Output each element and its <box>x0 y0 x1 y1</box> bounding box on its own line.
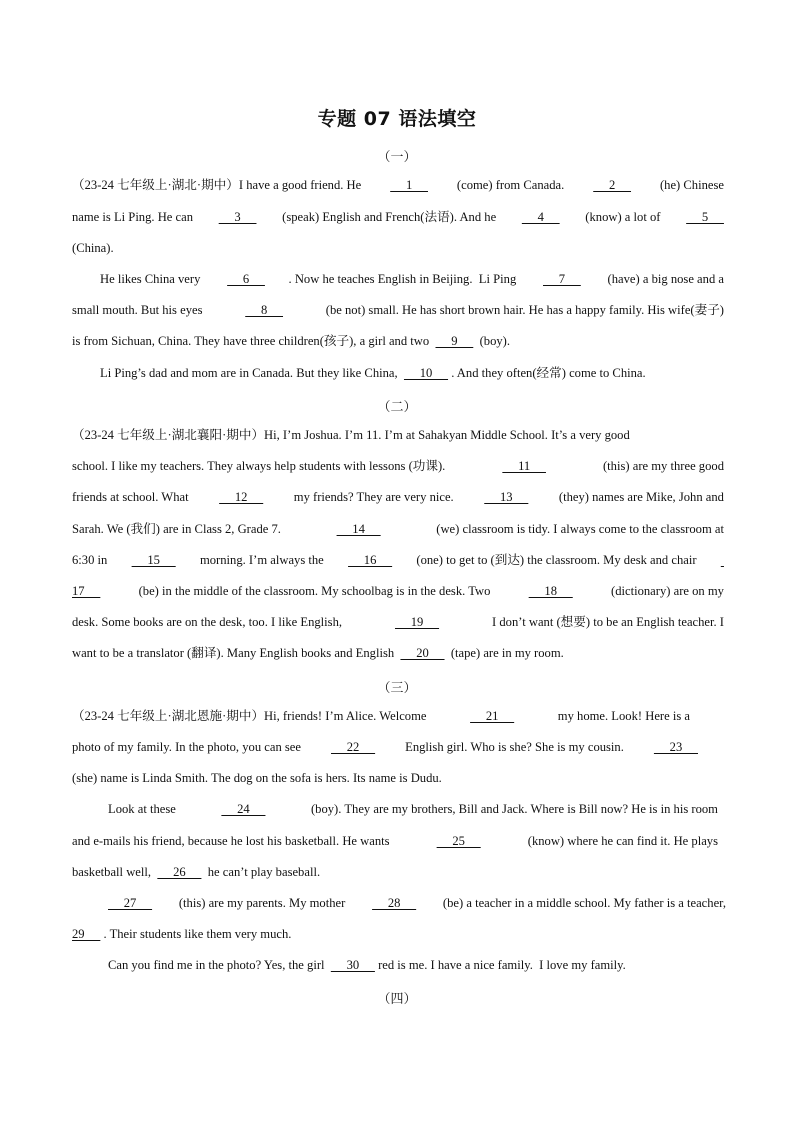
text-segment: he can’t play baseball. <box>204 865 321 879</box>
blank-6: 6 <box>227 272 265 286</box>
text-segment: (be) a teacher in a middle school. My father is a teacher, <box>439 896 726 910</box>
text-segment: red is me. I have a nice family. I love my family. <box>378 958 626 972</box>
blank-21: 21 <box>470 709 515 723</box>
blank-23: 23 <box>653 740 698 754</box>
text-segment: is from Sichuan, China. They have three children(孩子), a girl and two <box>72 334 433 348</box>
text-segment: Can you find me in the photo? Yes, the girl <box>108 958 328 972</box>
text-segment: （23-24 七年级上·湖北·期中）I have a good friend. He <box>72 178 365 192</box>
paragraph-line <box>72 302 724 318</box>
text-segment: (dictionary) are on my <box>607 584 724 598</box>
blank-28: 28 <box>372 896 417 910</box>
paragraph-line <box>72 583 724 599</box>
blank-10: 10 <box>403 366 449 380</box>
blank-5: 5 <box>686 210 724 224</box>
paragraph-line <box>72 801 718 817</box>
paragraph-line <box>72 427 724 443</box>
text-segment: Li Ping’s dad and mom are in Canada. But they like China, <box>100 366 401 380</box>
text-segment: (come) from Canada. <box>453 178 568 192</box>
blank-8: 8 <box>245 303 284 317</box>
text-segment: Look at these <box>108 802 179 816</box>
page-title: 专题 07 语法填空 <box>317 108 477 130</box>
text-segment: . Their students like them very much. <box>103 927 292 941</box>
blank-30: 30 <box>330 958 375 972</box>
paragraph-line <box>72 833 718 849</box>
blank-4: 4 <box>521 210 560 224</box>
text-segment: (know) where he can find it. He plays <box>524 834 718 848</box>
paragraph-line <box>72 739 698 755</box>
blank-27: 27 <box>108 896 153 910</box>
text-segment: my home. Look! Here is a <box>554 709 690 723</box>
text-segment: photo of my family. In the photo, you can see <box>72 740 305 754</box>
paragraph-line <box>72 365 724 381</box>
paragraph-line <box>72 645 724 661</box>
text-segment: (he) Chinese <box>656 178 724 192</box>
paragraph-line <box>72 552 724 568</box>
section-heading-4: （四） <box>377 991 417 1006</box>
text-segment: (know) a lot of <box>582 210 664 224</box>
paragraph-line <box>72 708 690 724</box>
paragraph-line <box>72 895 726 911</box>
blank-29: 29 <box>72 927 101 941</box>
text-segment: (China). <box>72 241 114 255</box>
blank-7: 7 <box>543 272 581 286</box>
paragraph-line <box>72 864 724 880</box>
paragraph-line <box>72 957 724 973</box>
blank-16: 16 <box>348 553 393 567</box>
blank-9: 9 <box>435 334 474 348</box>
blank-22: 22 <box>331 740 376 754</box>
blank-26: 26 <box>157 865 202 879</box>
blank-20: 20 <box>400 646 445 660</box>
blank-13: 13 <box>484 490 529 504</box>
text-segment: basketball well, <box>72 865 155 879</box>
text-segment: (boy). <box>476 334 511 348</box>
paragraph-line <box>72 926 724 942</box>
text-segment: (this) are my parents. My mother <box>175 896 349 910</box>
text-segment: name is Li Ping. He can <box>72 210 197 224</box>
text-segment: small mouth. But his eyes <box>72 303 206 317</box>
text-segment: （23-24 七年级上·湖北恩施·期中）Hi, friends! I’m Alice. Welcome <box>72 709 430 723</box>
blank-24: 24 <box>221 802 266 816</box>
paragraph-line <box>72 489 724 505</box>
paragraph-line <box>72 521 724 537</box>
text-segment: and e-mails his friend, because he lost his basketball. He wants <box>72 834 393 848</box>
text-segment: (they) names are Mike, John and <box>555 490 724 504</box>
text-segment: school. I like my teachers. They always help students with lessons (功课). <box>72 459 449 473</box>
text-segment: my friends? They are very nice. <box>290 490 457 504</box>
text-segment: (be) in the middle of the classroom. My schoolbag is in the desk. Two <box>135 584 494 598</box>
section-heading-3: （三） <box>377 680 417 695</box>
paragraph-line <box>72 458 724 474</box>
paragraph-line <box>72 271 724 287</box>
text-segment: (this) are my three good <box>599 459 724 473</box>
blank-25: 25 <box>436 834 481 848</box>
paragraph-line <box>72 333 724 349</box>
text-segment: desk. Some books are on the desk, too. I like English, <box>72 615 346 629</box>
text-segment: (be not) small. He has short brown hair. He has a happy family. His wife(妻子) <box>322 303 724 317</box>
text-segment: （23-24 七年级上·湖北襄阳·期中）Hi, I’m Joshua. I’m 11. I’m at Sahakyan Middle School. It’s a very good <box>72 428 630 442</box>
text-segment: (she) name is Linda Smith. The dog on the sofa is hers. Its name is Dudu. <box>72 771 442 785</box>
paragraph-line <box>72 209 724 225</box>
blank-14: 14 <box>336 522 381 536</box>
text-segment: Sarah. We (我们) are in Class 2, Grade 7. <box>72 522 285 536</box>
text-segment: I don’t want (想要) to be an English teacher. I <box>488 615 724 629</box>
text-segment: (tape) are in my room. <box>447 646 564 660</box>
text-segment: He likes China very <box>100 272 204 286</box>
text-segment: (speak) English and French(法语). And he <box>278 210 500 224</box>
text-segment: friends at school. What <box>72 490 192 504</box>
blank-12: 12 <box>219 490 264 504</box>
paragraph-line <box>72 177 724 193</box>
text-segment: (one) to get to (到达) the classroom. My desk and chair <box>413 553 700 567</box>
blank-19: 19 <box>394 615 440 629</box>
blank-18: 18 <box>528 584 573 598</box>
text-segment: (boy). They are my brothers, Bill and Jack. Where is Bill now? He is in his room <box>307 802 718 816</box>
blank-3: 3 <box>218 210 257 224</box>
text-segment: . Now he teaches English in Beijing. Li Ping <box>288 272 520 286</box>
blank-1: 1 <box>390 178 428 192</box>
text-segment: want to be a translator (翻译). Many English books and English <box>72 646 398 660</box>
text-segment: . And they often(经常) come to China. <box>451 366 646 380</box>
text-segment: morning. I’m always the <box>196 553 327 567</box>
paragraph-line <box>72 770 724 786</box>
paragraph-line <box>72 614 724 630</box>
blank-15: 15 <box>131 553 176 567</box>
section-heading-1: （一） <box>377 149 417 164</box>
blank-17-start <box>721 552 724 568</box>
text-segment: (have) a big nose and a <box>604 272 724 286</box>
text-segment: (we) classroom is tidy. I always come to the classroom at <box>433 522 724 536</box>
paragraph-line <box>72 240 724 256</box>
blank-11: 11 <box>502 459 546 473</box>
blank-17: 17 <box>72 584 101 598</box>
text-segment: English girl. Who is she? She is my cousin. <box>401 740 628 754</box>
text-segment: 6:30 in <box>72 553 111 567</box>
blank-2: 2 <box>593 178 632 192</box>
section-heading-2: （二） <box>377 399 417 414</box>
